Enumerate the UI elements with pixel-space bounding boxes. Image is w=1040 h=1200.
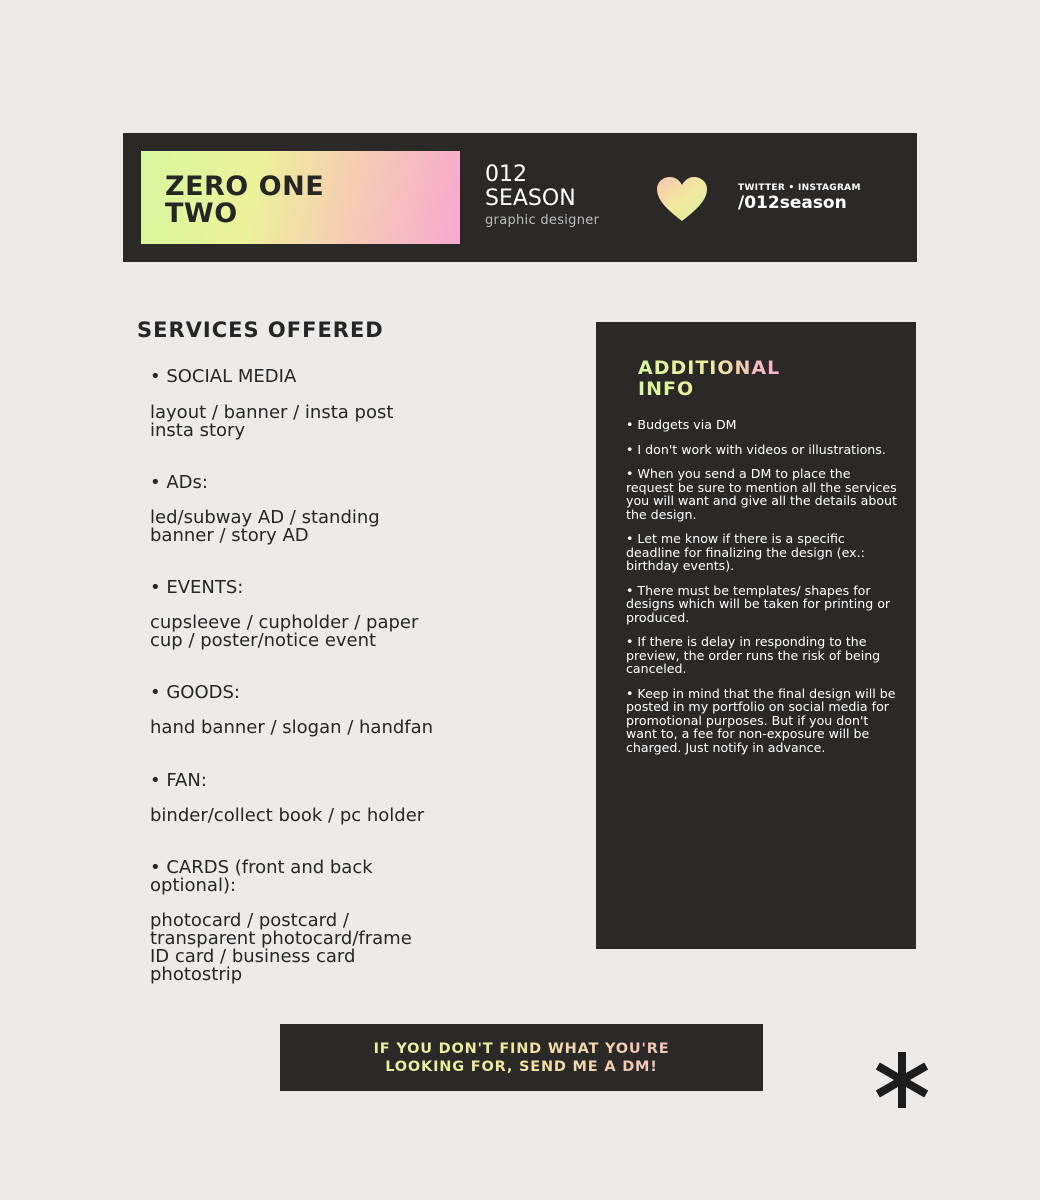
brand-title: ZERO ONE TWO <box>165 171 325 229</box>
info-item: • Keep in mind that the final design will be posted in my portfolio on social media for promotional purposes. But if you don't want to, a fee for non-exposure will be charged. Just notify in advance. <box>626 685 896 755</box>
cta-text: IF YOU DON'T FIND WHAT YOU'RE LOOKING FOR, SEND ME A DM! <box>280 1040 763 1076</box>
designer-name: 012 SEASON <box>485 162 576 211</box>
social-handle: /012season <box>738 193 847 213</box>
brand-box <box>141 151 460 244</box>
info-item: • There must be templates/ shapes for designs which will be taken for printing or produced. <box>626 582 891 625</box>
category-social-media: • SOCIAL MEDIA <box>150 366 297 387</box>
info-item: • Let me know if there is a specific deadline for finalizing the design (ex.: birthday events). <box>626 531 865 573</box>
additional-info-panel <box>596 322 916 949</box>
designer-role: graphic designer <box>485 213 600 228</box>
asterisk-icon <box>872 1050 932 1110</box>
category-ads-items: led/subway AD / standing banner / story AD <box>150 507 380 546</box>
category-cards: • CARDS (front and back optional): <box>150 857 373 896</box>
info-list <box>626 418 898 765</box>
social-label: TWITTER • INSTAGRAM <box>738 183 861 193</box>
category-goods: • GOODS: <box>150 682 240 703</box>
category-events: • EVENTS: <box>150 577 244 598</box>
info-title: ADDITIONAL INFO <box>638 357 781 400</box>
info-item: • Budgets via DM <box>626 417 737 432</box>
category-events-items: cupsleeve / cupholder / paper cup / poster/notice event <box>150 612 419 651</box>
services-section <box>137 318 567 985</box>
heart-icon <box>657 177 707 223</box>
services-title: SERVICES OFFERED <box>137 318 384 342</box>
category-ads: • ADs: <box>150 472 208 493</box>
category-goods-items: hand banner / slogan / handfan <box>150 717 434 738</box>
header-banner <box>123 133 917 262</box>
info-item: • I don't work with videos or illustrations. <box>626 441 886 457</box>
info-item: • If there is delay in responding to the preview, the order runs the risk of being canceled. <box>626 634 881 676</box>
category-cards-items: photocard / postcard / transparent photocard/frame ID card / business card photostrip <box>150 910 412 985</box>
cta-banner <box>280 1024 763 1091</box>
category-fan-items: binder/collect book / pc holder <box>150 805 425 826</box>
info-item: • When you send a DM to place the request be sure to mention all the services you will want and give all the details about the design. <box>626 466 897 522</box>
category-fan: • FAN: <box>150 770 207 791</box>
category-social-media-items: layout / banner / insta post insta story <box>150 402 394 441</box>
